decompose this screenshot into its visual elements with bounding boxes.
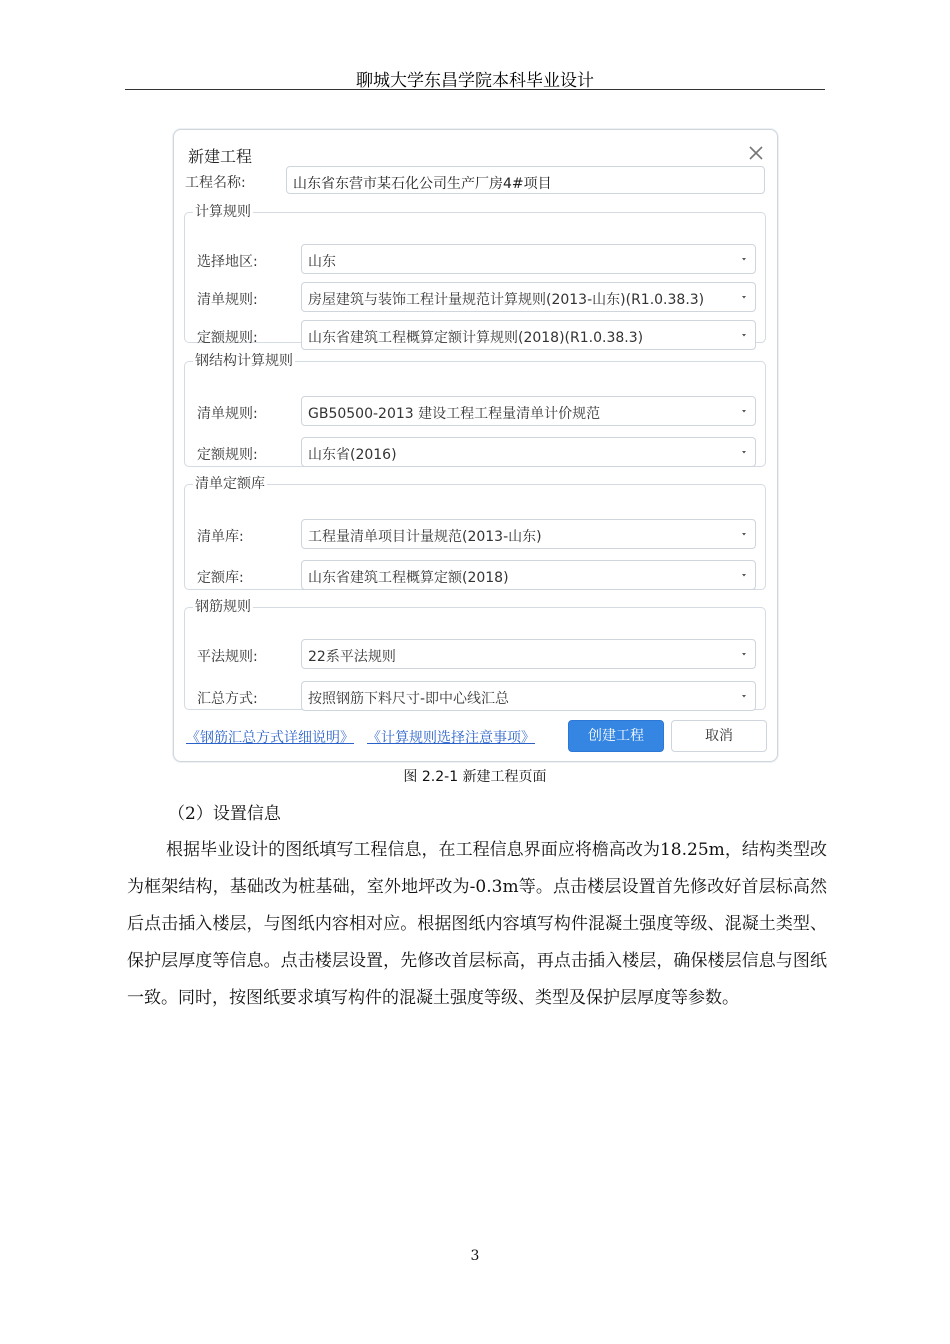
quota-library-group [184,476,766,590]
figure-number: 图 2.2-1 [403,769,459,785]
steel-quota-rule-label: 定额规则: [197,447,258,463]
create-project-button[interactable]: 创建工程 [568,720,664,752]
chevron-down-icon [739,292,749,302]
calc-rules-group [184,204,766,346]
chevron-down-icon [739,406,749,416]
steel-bill-rule-select[interactable] [301,396,756,426]
steel-rules-legend: 钢结构计算规则 [195,353,293,369]
flat-rule-select[interactable] [301,639,756,669]
quota-library-select[interactable] [301,560,756,590]
steel-bill-rule-value: GB50500-2013 建设工程工程量清单计价规范 [308,406,601,422]
rebar-rules-legend: 钢筋规则 [195,599,251,615]
dialog-title: 新建工程 [188,147,253,166]
page-header-title: 聊城大学东昌学院本科毕业设计 [356,71,594,91]
close-icon[interactable] [745,142,767,164]
bill-library-label: 清单库: [197,529,244,545]
summary-mode-label: 汇总方式: [197,691,258,707]
steel-quota-rule-value: 山东省(2016) [308,447,397,463]
page-number: 3 [470,1248,480,1264]
steel-bill-rule-label: 清单规则: [197,406,258,422]
bill-rule-select[interactable] [301,282,756,312]
chevron-down-icon [739,649,749,659]
body-paragraph: 根据毕业设计的图纸填写工程信息，在工程信息界面应将檐高改为18.25m，结构类型改为框架结构，基础改为桩基础，室外地坪改为-0.3m等。点击楼层设置首先修改好首层标高然后点击插入楼层，与图纸内容相对应。根据图纸内容填写构件混凝土强度等级、混凝土类型、保护层厚度等信息。点击楼层设置，先修改首层标高，再点击插入楼层，确保楼层信息与图纸一致。同时，按图纸要求填写构件的混凝土强度等级、类型及保护层厚度等参数。 [127,840,827,1008]
header-rule [125,89,825,90]
quota-library-label: 定额库: [197,570,244,586]
project-name-label: 工程名称: [185,175,246,191]
flat-rule-label: 平法规则: [197,649,258,665]
quota-rule-value: 山东省建筑工程概算定额计算规则(2018)(R1.0.38.3) [308,330,644,346]
chevron-down-icon [739,330,749,340]
rebar-rules-group [184,599,766,710]
project-name-input[interactable]: 山东省东营市某石化公司生产厂房4#项目 [286,166,765,194]
section-heading: （2）设置信息 [168,804,281,824]
calc-rules-notes-link[interactable]: 《计算规则选择注意事项》 [367,730,535,746]
new-project-dialog [173,129,778,762]
chevron-down-icon [739,570,749,580]
figure-title: 新建工程页面 [462,769,547,785]
figure-caption [0,766,950,786]
steel-rules-group [184,353,766,467]
summary-mode-value: 按照钢筋下料尺寸-即中心线汇总 [308,691,510,707]
bill-rule-value: 房屋建筑与装饰工程计量规范计算规则(2013-山东)(R1.0.38.3) [308,292,705,308]
quota-rule-label: 定额规则: [197,330,258,346]
bill-rule-label: 清单规则: [197,292,258,308]
region-label: 选择地区: [197,254,258,270]
region-select[interactable] [301,244,756,274]
chevron-down-icon [739,447,749,457]
chevron-down-icon [739,254,749,264]
bill-library-value: 工程量清单项目计量规范(2013-山东) [308,529,542,545]
summary-mode-select[interactable] [301,681,756,711]
steel-quota-rule-select[interactable] [301,437,756,467]
calc-rules-legend: 计算规则 [195,204,251,220]
quota-library-value: 山东省建筑工程概算定额(2018) [308,570,509,586]
rebar-summary-link[interactable]: 《钢筋汇总方式详细说明》 [186,730,354,746]
bill-library-select[interactable] [301,519,756,549]
quota-library-legend: 清单定额库 [195,476,265,492]
chevron-down-icon [739,529,749,539]
quota-rule-select[interactable] [301,320,756,350]
region-value: 山东 [308,254,336,270]
chevron-down-icon [739,691,749,701]
flat-rule-value: 22系平法规则 [308,649,396,665]
cancel-button[interactable]: 取消 [671,720,767,752]
